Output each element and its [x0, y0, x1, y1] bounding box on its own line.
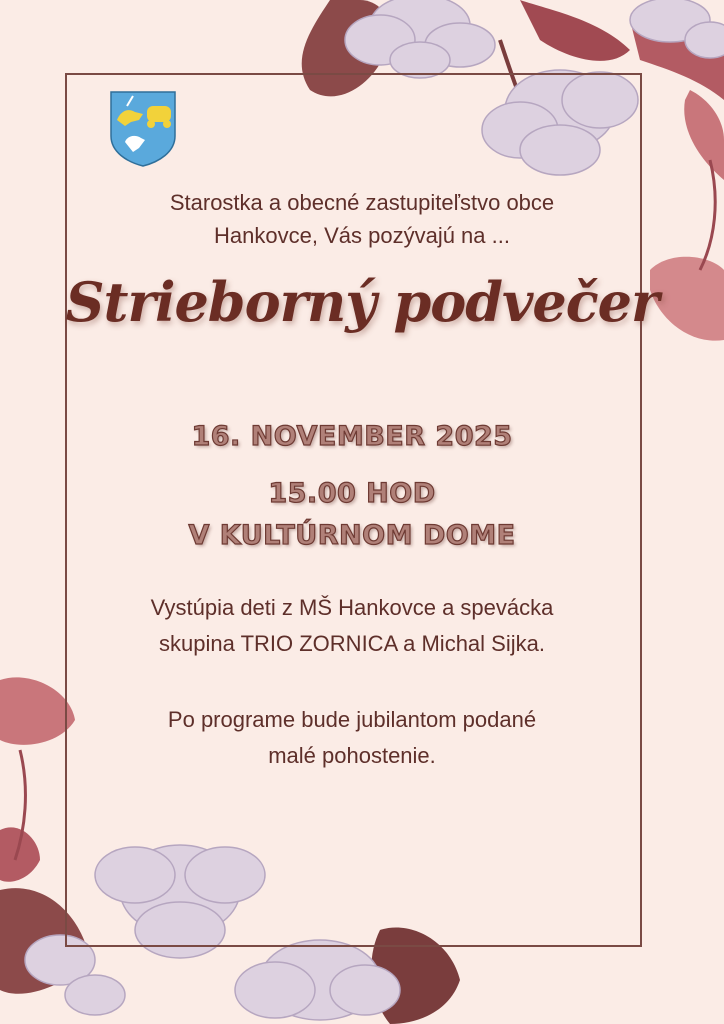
- refreshment-line: malé pohostenie.: [268, 743, 436, 768]
- event-date: 16. NOVEMBER 2025: [191, 421, 513, 452]
- intro-line: Hankovce, Vás pozývajú na ...: [214, 223, 510, 248]
- intro-line: Starostka a obecné zastupiteľstvo obce: [169, 190, 555, 215]
- event-place: V KULTÚRNOM DOME: [188, 520, 516, 551]
- refreshment-line: Po programe bude jubilantom podané: [167, 707, 537, 732]
- event-title: Strieborný podvečer: [65, 270, 659, 334]
- program-paragraph: [70, 590, 634, 662]
- event-time: 15.00 HOD: [268, 478, 436, 509]
- program-line: Vystúpia deti z MŠ Hankovce a spevácka: [150, 595, 554, 620]
- program-line: skupina TRIO ZORNICA a Michal Sijka.: [159, 631, 545, 656]
- municipal-coat-of-arms-icon: [109, 90, 177, 168]
- refreshment-paragraph: [70, 702, 634, 774]
- invitation-intro: [80, 186, 644, 252]
